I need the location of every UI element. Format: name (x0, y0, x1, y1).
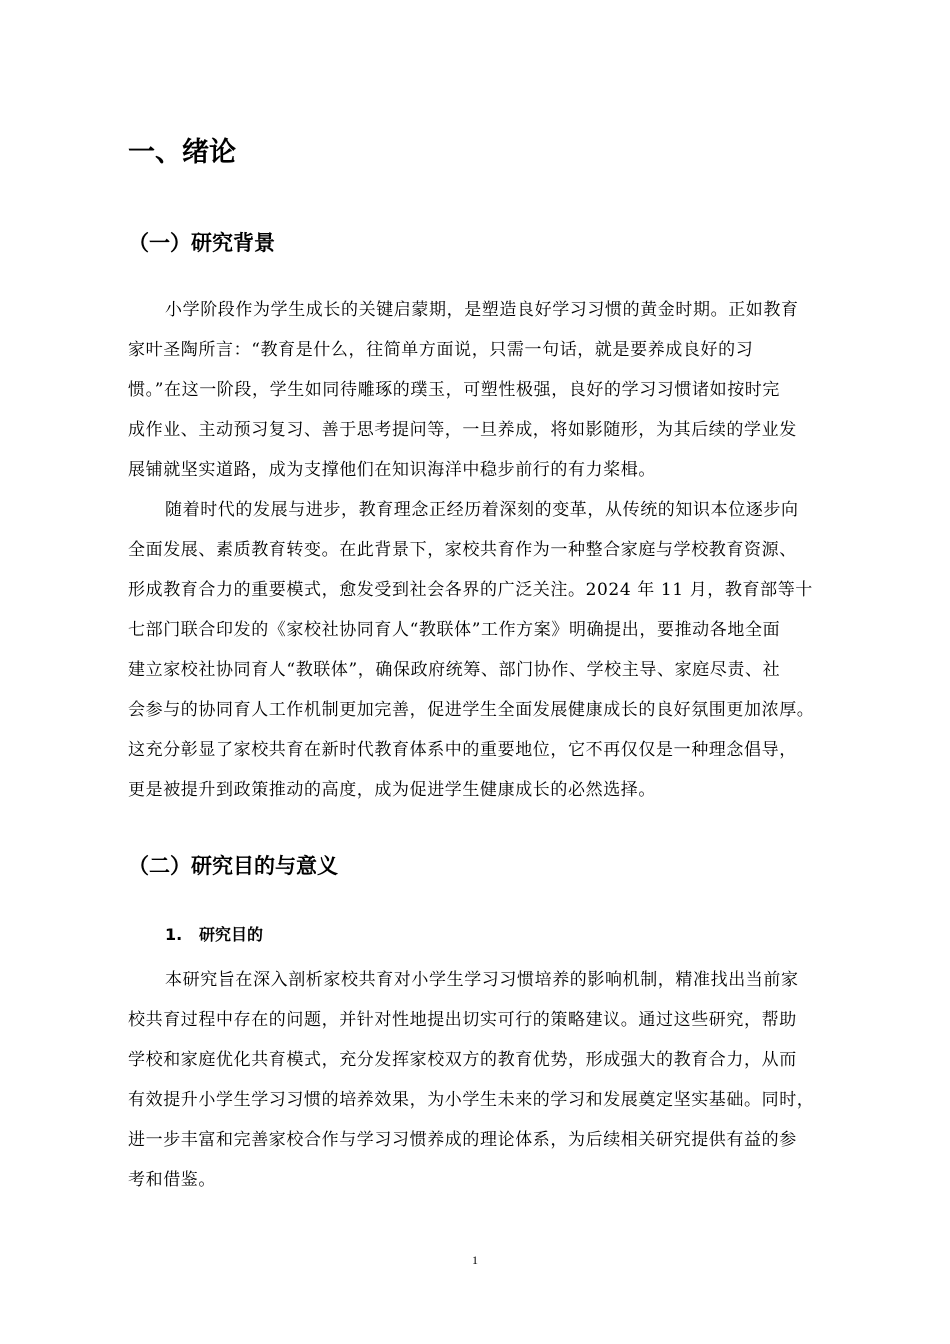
paragraph-line: 本研究旨在深入剖析家校共育对小学生学习习惯培养的影响机制，精准找出当前家 (165, 970, 799, 990)
paragraph-line: 惯。”在这一阶段，学生如同待雕琢的璞玉，可塑性极强，良好的学习习惯诸如按时完 (128, 380, 780, 400)
paragraph-line: 这充分彰显了家校共育在新时代教育体系中的重要地位，它不再仅仅是一种理念倡导， (128, 740, 797, 760)
paragraph-line: 家叶圣陶所言：“教育是什么，往简单方面说，只需一句话，就是要养成良好的习 (128, 340, 754, 360)
page-number: 1 (472, 1253, 478, 1267)
section-heading-background: （一）研究背景 (128, 231, 275, 255)
paragraph-research-purpose (128, 960, 864, 1200)
paragraph-line: 更是被提升到政策推动的高度，成为促进学生健康成长的必然选择。 (128, 780, 656, 800)
subsection-title: 研究目的 (199, 925, 264, 944)
paragraph-line: 成作业、主动预习复习、善于思考提问等，一旦养成，将如影随形，为其后续的学业发 (128, 420, 797, 440)
chapter-heading: 一、绪论 (128, 137, 236, 168)
paragraph-background-2 (128, 490, 864, 810)
paragraph-line: 形成教育合力的重要模式，愈发受到社会各界的广泛关注。2024 年 11 月，教育部等十 (128, 580, 813, 600)
paragraph-line: 校共育过程中存在的问题，并针对性地提出切实可行的策略建议。通过这些研究，帮助 (128, 1010, 797, 1030)
paragraph-line: 随着时代的发展与进步，教育理念正经历着深刻的变革，从传统的知识本位逐步向 (165, 500, 799, 520)
paragraph-line: 有效提升小学生学习习惯的培养效果，为小学生未来的学习和发展奠定坚实基础。同时， (128, 1090, 815, 1110)
paragraph-line: 进一步丰富和完善家校合作与学习习惯养成的理论体系，为后续相关研究提供有益的参 (128, 1130, 797, 1150)
paragraph-background-1 (128, 290, 864, 490)
section-heading-purpose: （二）研究目的与意义 (128, 854, 338, 878)
paragraph-line: 展铺就坚实道路，成为支撑他们在知识海洋中稳步前行的有力桨楫。 (128, 460, 656, 480)
paragraph-line: 考和借鉴。 (128, 1170, 216, 1190)
paragraph-line: 会参与的协同育人工作机制更加完善，促进学生全面发展健康成长的良好氛围更加浓厚。 (128, 700, 815, 720)
subsection-heading-research-purpose (165, 922, 263, 948)
paragraph-line: 小学阶段作为学生成长的关键启蒙期，是塑造良好学习习惯的黄金时期。正如教育 (165, 300, 799, 320)
paragraph-line: 七部门联合印发的《家校社协同育人“教联体”工作方案》明确提出，要推动各地全面 (128, 620, 781, 640)
paragraph-line: 建立家校社协同育人“教联体”，确保政府统筹、部门协作、学校主导、家庭尽责、社 (128, 660, 781, 680)
paragraph-line: 学校和家庭优化共育模式，充分发挥家校双方的教育优势，形成强大的教育合力，从而 (128, 1050, 797, 1070)
subsection-number: 1. (165, 925, 183, 944)
paragraph-line: 全面发展、素质教育转变。在此背景下，家校共育作为一种整合家庭与学校教育资源、 (128, 540, 797, 560)
